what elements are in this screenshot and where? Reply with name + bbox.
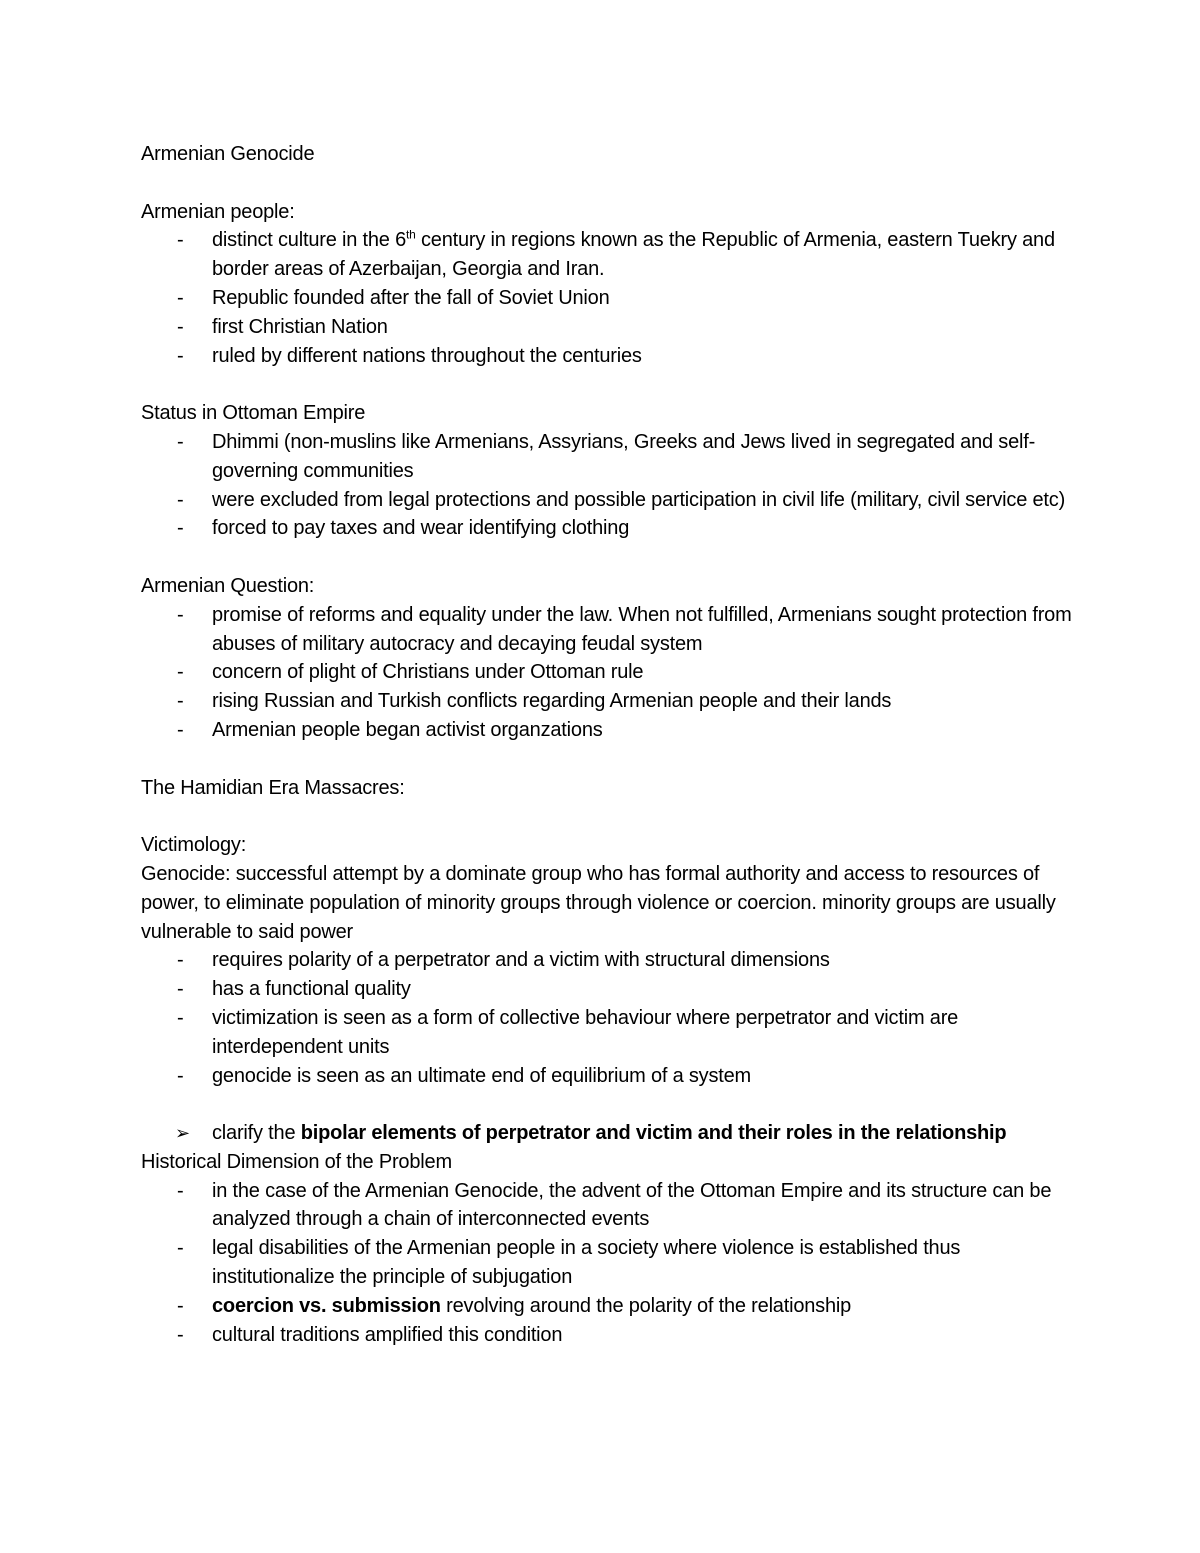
spacer [141,370,1081,399]
list-item: - in the case of the Armenian Genocide, the advent of the Ottoman Empire and its structure can be analyzed through a chain of interconnected events [141,1177,1081,1235]
dash-marker: - [177,978,184,1001]
spacer [141,543,1081,572]
list-item: - promise of reforms and equality under the law. When not fulfilled, Armenians sought protection from abuses of military autocracy and decaying feudal system [141,601,1081,659]
dash-marker: - [177,1179,184,1202]
dash-marker: - [177,286,184,309]
list-item: - ruled by different nations throughout the centuries [141,342,1081,371]
spacer [141,169,1081,198]
spacer [141,802,1081,831]
dash-marker: - [177,1323,184,1346]
section-heading-ottoman-status: Status in Ottoman Empire [141,402,366,425]
victimology-arrow-list [141,1119,1081,1148]
list-item: - Armenian people began activist organzations [141,716,1081,745]
list-item: - has a functional quality [141,975,1081,1004]
armenian-question-list [141,601,1081,745]
dash-marker: - [177,1294,184,1317]
dash-marker: - [177,1064,184,1087]
list-item: - victimization is seen as a form of collective behaviour where perpetrator and victim are interdependent units [141,1004,1081,1062]
document-page [141,140,1081,1349]
list-item: - forced to pay taxes and wear identifying clothing [141,514,1081,543]
spacer [141,1090,1081,1119]
dash-marker: - [177,517,184,540]
list-item: - Republic founded after the fall of Soviet Union [141,284,1081,313]
arrow-bullet-icon: ➢ [175,1123,190,1144]
list-item: - cultural traditions amplified this condition [141,1321,1081,1350]
victimology-list [141,946,1081,1090]
list-item: - Dhimmi (non-muslins like Armenians, Assyrians, Greeks and Jews lived in segregated and self-governing communities [141,428,1081,486]
list-item: - coercion vs. submission revolving around the polarity of the relationship [141,1292,1081,1321]
ottoman-status-list [141,428,1081,543]
list-item: - legal disabilities of the Armenian people in a society where violence is established thus institutionalize the principle of subjugation [141,1234,1081,1292]
dash-marker: - [177,949,184,972]
genocide-definition: Genocide: successful attempt by a dominate group who has formal authority and access to resources of power, to eliminate population of minority groups through violence or coercion. minority groups are usually vulnerable to said power [141,862,1056,943]
document-title: Armenian Genocide [141,143,315,165]
section-heading-victimology: Victimology: [141,834,247,857]
spacer [141,745,1081,774]
dash-marker: - [177,315,184,338]
dash-marker: - [177,718,184,741]
list-item: - first Christian Nation [141,313,1081,342]
dash-marker: - [177,603,184,626]
dash-marker: - [177,1006,184,1029]
armenian-people-list [141,226,1081,370]
dash-marker: - [177,430,184,453]
arrow-list-item: ➢ clarify the bipolar elements of perpetrator and victim and their roles in the relationship [141,1119,1081,1148]
dash-marker: - [177,344,184,367]
dash-marker: - [177,690,184,713]
list-item: - were excluded from legal protections and possible participation in civil life (military, civil service etc) [141,486,1081,515]
list-item: - concern of plight of Christians under Ottoman rule [141,658,1081,687]
dash-marker: - [177,229,184,252]
list-item: - distinct culture in the 6th century in regions known as the Republic of Armenia, eastern Tuekry and border areas of Azerbaijan, Georgia and Iran. [177,227,1055,281]
list-item: - genocide is seen as an ultimate end of equilibrium of a system [141,1062,1081,1091]
list-item: - requires polarity of a perpetrator and a victim with structural dimensions [141,946,1081,975]
dash-marker: - [177,1237,184,1260]
section-heading-hamidian: The Hamidian Era Massacres: [141,776,405,799]
list-item: - rising Russian and Turkish conflicts regarding Armenian people and their lands [141,687,1081,716]
dash-marker: - [177,488,184,511]
dash-marker: - [177,661,184,684]
section-heading-historical: Historical Dimension of the Problem [141,1150,452,1173]
section-heading-armenian-question: Armenian Question: [141,574,315,597]
historical-list [141,1177,1081,1350]
section-heading-armenian-people: Armenian people: [141,200,295,223]
